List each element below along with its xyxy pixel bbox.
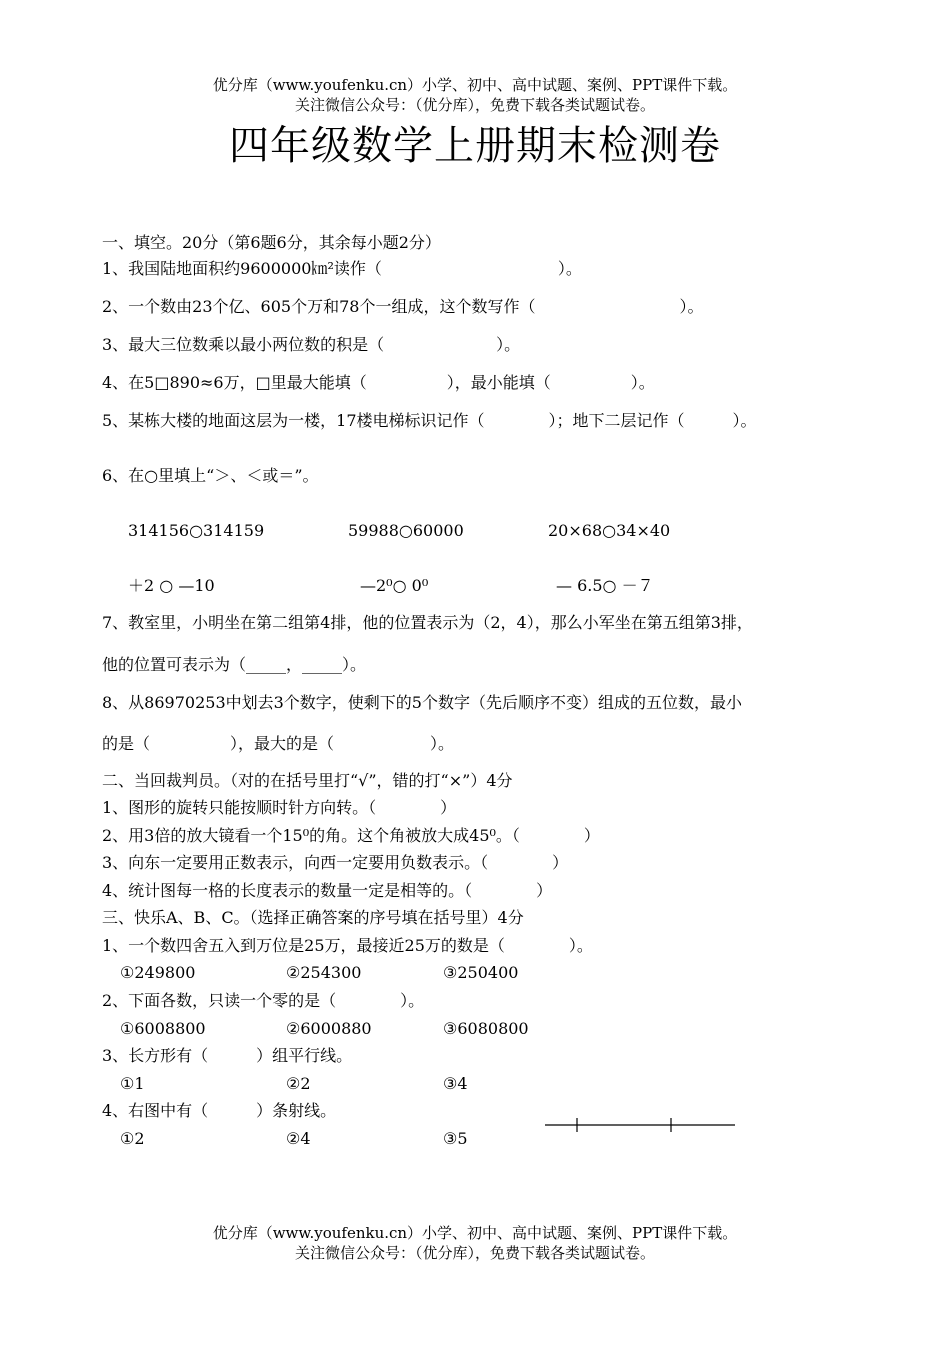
section1-q5: 5、某栋大楼的地面这层为一楼，17楼电梯标识记作（ ）；地下二层记作（ ）。	[102, 411, 757, 430]
section3-q2-option-1: ①6008800	[120, 1019, 206, 1038]
footer-line-2: 关注微信公众号：（优分库），免费下载各类试题试卷。	[294, 1244, 655, 1262]
compare-item-1: 314156○314159	[128, 521, 265, 540]
header-line-2: 关注微信公众号：（优分库），免费下载各类试题试卷。	[294, 96, 655, 114]
section3-q2-option-2: ②6000880	[286, 1019, 372, 1038]
header-line-1: 优分库（www.youfenku.cn）小学、初中、高中试题、案例、PPT课件下载。	[212, 76, 738, 94]
section3-q1-option-1: ①249800	[120, 963, 196, 982]
section3-q2-option-3: ③6080800	[443, 1019, 529, 1038]
section3-heading: 三、快乐A、B、C。（选择正确答案的序号填在括号里）4分	[102, 908, 524, 927]
section3-q1-option-2: ②254300	[286, 963, 362, 982]
section3-q3: 3、长方形有（ ）组平行线。	[102, 1046, 353, 1065]
section1-q7-line2: 他的位置可表示为（_____，_____）。	[102, 655, 367, 674]
section1-q8-line2: 的是（ ），最大的是（ ）。	[102, 734, 455, 753]
compare-item-2: 59988○60000	[348, 521, 464, 540]
section1-q8-line1: 8、从86970253中划去3个数字，使剩下的5个数字（先后顺序不变）组成的五位数，最小	[102, 693, 742, 712]
compare-item-5: —2⁰○ 0⁰	[360, 576, 429, 595]
section3-q1-option-3: ③250400	[443, 963, 519, 982]
section1-q4: 4、在5□890≈6万，□里最大能填（ ），最小能填（ ）。	[102, 373, 655, 392]
section1-q3: 3、最大三位数乘以最小两位数的积是（ ）。	[102, 335, 521, 354]
compare-item-3: 20×68○34×40	[548, 521, 671, 540]
section3-q2: 2、下面各数，只读一个零的是（ ）。	[102, 991, 425, 1010]
section1-q7-line1: 7、教室里，小明坐在第二组第4排，他的位置表示为（2，4），那么小军坐在第五组第3排，	[102, 613, 753, 632]
section3-q3-option-3: ③4	[443, 1074, 468, 1093]
page-title: 四年级数学上册期末检测卷	[229, 123, 721, 169]
section1-heading: 一、填空。20分（第6题6分，其余每小题2分）	[102, 233, 441, 252]
section3-q4: 4、右图中有（ ）条射线。	[102, 1101, 337, 1120]
section3-q1: 1、一个数四舍五入到万位是25万，最接近25万的数是（ ）。	[102, 936, 593, 955]
section1-q1: 1、我国陆地面积约9600000㎞²读作（ ）。	[102, 259, 582, 278]
footer-line-1: 优分库（www.youfenku.cn）小学、初中、高中试题、案例、PPT课件下载。	[212, 1224, 738, 1242]
section2-heading: 二、当回裁判员。（对的在括号里打“√”，错的打“×”）4分	[102, 771, 513, 790]
compare-item-6: — 6.5○ －７	[556, 576, 654, 595]
section2-q1: 1、图形的旋转只能按顺时针方向转。（ ）	[102, 798, 457, 817]
section3-q4-option-2: ②4	[286, 1129, 311, 1148]
section3-q3-option-1: ①1	[120, 1074, 145, 1093]
section2-q3: 3、向东一定要用正数表示，向西一定要用负数表示。（ ）	[102, 853, 569, 872]
section1-q2: 2、一个数由23个亿、605个万和78个一组成，这个数写作（ ）。	[102, 297, 704, 316]
section2-q4: 4、统计图每一格的长度表示的数量一定是相等的。（ ）	[102, 881, 553, 900]
section3-q3-option-2: ②2	[286, 1074, 311, 1093]
section3-q4-option-3: ③5	[443, 1129, 468, 1148]
compare-item-4: ＋2 ○ —10	[128, 576, 215, 595]
section3-q4-option-1: ①2	[120, 1129, 145, 1148]
ray-diagram	[545, 1115, 735, 1135]
section1-q6: 6、在○里填上“＞、＜或＝”。	[102, 466, 319, 485]
section2-q2: 2、用3倍的放大镜看一个15⁰的角。这个角被放大成45⁰。（ ）	[102, 826, 600, 845]
